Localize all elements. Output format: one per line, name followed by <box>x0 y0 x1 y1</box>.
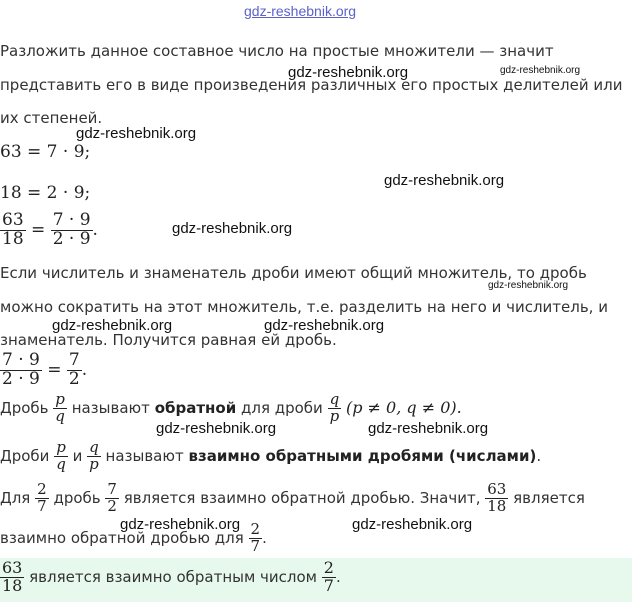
frac-num: 63 <box>2 558 23 577</box>
conclusion-text: является взаимно обратным числом <box>29 567 317 586</box>
frac-num: 7 <box>68 350 80 370</box>
watermark: gdz-reshebnik.org <box>52 317 173 334</box>
intro-line-1: Разложить данное составное число на простые множители — значит <box>0 42 554 60</box>
def2-bold: взаимно обратными дробями (числами) <box>188 446 537 465</box>
para2-line-1: Если числитель и знаменатель дроби имеют общий множитель, то дробь <box>0 264 587 282</box>
def2-and: и <box>72 446 83 465</box>
watermark: gdz-reshebnik.org <box>384 172 505 189</box>
def1-bold: обратной <box>154 398 237 417</box>
def2-mid: называют <box>105 446 184 465</box>
conclusion: $\frac{63}{18}$ является взаимно обратным числом $\frac{2}{7}$ . <box>2 558 341 595</box>
para2-line-3: знаменатель. Получится равная ей дробь. <box>0 331 337 349</box>
frac-den: 18 <box>2 228 24 249</box>
ex-post: является взаимно обратной дробью. Значит, <box>123 488 481 507</box>
watermark-top[interactable]: gdz-reshebnik.org <box>244 3 357 19</box>
frac-den: q <box>56 454 66 473</box>
ex-line2: взаимно обратной дробью для <box>0 528 244 547</box>
frac-den: 18 <box>487 496 507 515</box>
frac-den: p <box>89 454 99 473</box>
frac-den: p <box>329 406 340 425</box>
ex-pre: Для <box>0 488 31 507</box>
frac-den: 7 <box>250 536 261 555</box>
def1-post: для дроби <box>240 398 323 417</box>
def1-condition: (p ≠ 0, q ≠ 0). <box>345 397 462 417</box>
definition-mutual <box>0 440 541 473</box>
watermark: gdz-reshebnik.org <box>264 317 385 334</box>
frac-num: p <box>55 390 65 408</box>
frac-den: q <box>55 406 65 425</box>
intro-line-2: представить его в виде произведения различных его простых делителей или <box>0 76 623 94</box>
example-line-1 <box>0 482 585 515</box>
equation-fraction: $\frac{63}{18}$ = $\frac{7 \cdot 9}{2 \cdot 9}$ . <box>2 210 98 249</box>
frac-num: 7 · 9 <box>2 350 40 370</box>
def1-pre: Дробь <box>0 398 49 417</box>
ex-mid: дробь <box>53 488 101 507</box>
watermark: gdz-reshebnik.org <box>76 125 197 142</box>
para2-line-2: можно сократить на этот множитель, т.е. разделить на него и числитель, и <box>0 298 608 316</box>
frac-num: 7 <box>107 480 117 498</box>
watermark: gdz-reshebnik.org <box>120 516 241 533</box>
intro-line-3: их степеней. <box>0 109 103 127</box>
watermark: gdz-reshebnik.org <box>500 65 581 76</box>
watermark: gdz-reshebnik.org <box>156 420 277 437</box>
frac-num: 2 <box>323 558 334 577</box>
frac-num: 7 · 9 <box>52 210 91 230</box>
def2-post: . <box>536 446 542 465</box>
frac-den: 18 <box>2 575 23 595</box>
frac-num: 63 <box>487 480 507 498</box>
watermark: gdz-reshebnik.org <box>352 516 473 533</box>
def1-mid: называют <box>71 398 150 417</box>
frac-den: 2 · 9 <box>52 228 91 249</box>
watermark: gdz-reshebnik.org <box>288 64 409 81</box>
frac-den: 2 <box>107 496 117 515</box>
frac-den: 2 <box>68 368 80 389</box>
frac-num: 2 <box>37 480 47 498</box>
frac-den: 7 <box>323 575 334 595</box>
ex-post2: является <box>513 488 585 507</box>
frac-den: 7 <box>37 496 47 515</box>
frac-num: q <box>329 390 340 408</box>
frac-num: 63 <box>2 210 24 230</box>
equation-63: 63 = 7 · 9; <box>0 142 91 162</box>
frac-num: p <box>56 438 66 456</box>
frac-num: 2 <box>250 520 261 538</box>
watermark: gdz-reshebnik.org <box>172 220 293 237</box>
frac-num: q <box>89 438 99 456</box>
equation-reduce: $\frac{7 \cdot 9}{2 \cdot 9}$ = $\frac{7}{2}$ . <box>2 350 88 389</box>
def2-pre: Дроби <box>0 446 50 465</box>
example-line-2: взаимно обратной дробью для $\frac{2}{7}$ . <box>0 520 267 555</box>
watermark: gdz-reshebnik.org <box>488 280 569 291</box>
equation-18: 18 = 2 · 9; <box>0 183 91 203</box>
frac-den: 2 · 9 <box>2 368 40 389</box>
watermark: gdz-reshebnik.org <box>368 420 489 437</box>
